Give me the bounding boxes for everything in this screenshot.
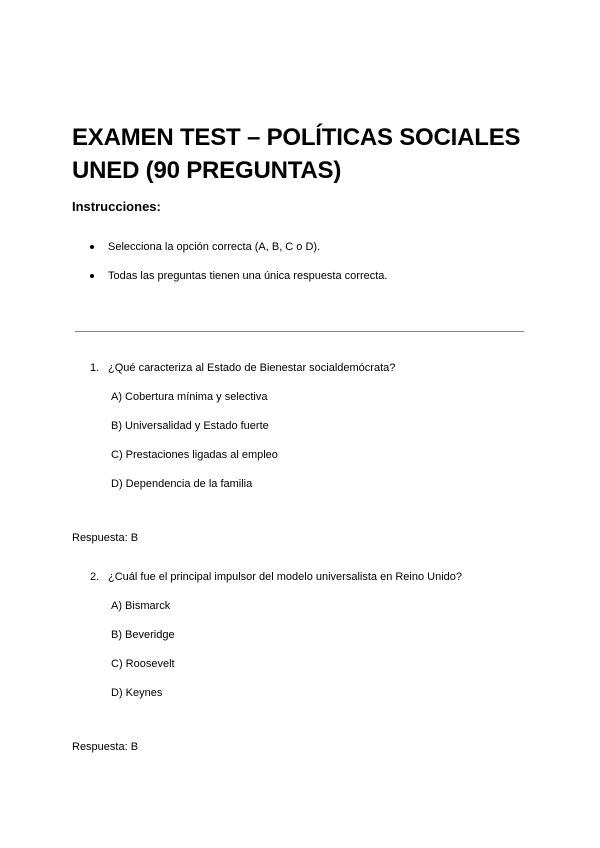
question-text — [72, 568, 542, 586]
question-number: 1. — [90, 362, 100, 374]
instruction-text: Selecciona la opción correcta (A, B, C o D). — [108, 241, 321, 253]
question-label: ¿Qué caracteriza al Estado de Bienestar socialdemócrata? — [108, 362, 396, 374]
option-c: C) Prestaciones ligadas al empleo — [111, 449, 278, 461]
horizontal-divider — [75, 331, 524, 332]
answer-2: Respuesta: B — [72, 741, 139, 753]
option-d: D) Dependencia de la familia — [111, 478, 253, 490]
options-list — [72, 388, 542, 493]
question-text — [72, 359, 542, 377]
option-d: D) Keynes — [111, 687, 163, 699]
bullet-icon — [90, 274, 94, 278]
question-number: 2. — [90, 571, 100, 583]
answer-1: Respuesta: B — [72, 532, 139, 544]
question-label: ¿Cuál fue el principal impulsor del modelo universalista en Reino Unido? — [108, 571, 463, 583]
option-a: A) Cobertura mínima y selectiva — [111, 391, 268, 403]
question-2 — [72, 568, 542, 702]
option-b: B) Universalidad y Estado fuerte — [111, 420, 269, 432]
bullet-icon — [90, 245, 94, 249]
option-c: C) Roosevelt — [111, 658, 175, 670]
option-b: B) Beveridge — [111, 629, 175, 641]
instruction-text: Todas las preguntas tienen una única respuesta correcta. — [108, 270, 388, 282]
instruction-item — [72, 238, 532, 267]
option-a: A) Bismarck — [111, 600, 171, 612]
options-list — [72, 597, 542, 702]
instructions-list — [72, 238, 532, 296]
instructions-heading: Instrucciones: — [72, 199, 161, 214]
page-title: EXAMEN TEST – POLÍTICAS SOCIALES UNED (90 PREGUNTAS) — [72, 124, 521, 184]
question-1 — [72, 359, 542, 493]
instruction-item — [72, 267, 532, 296]
